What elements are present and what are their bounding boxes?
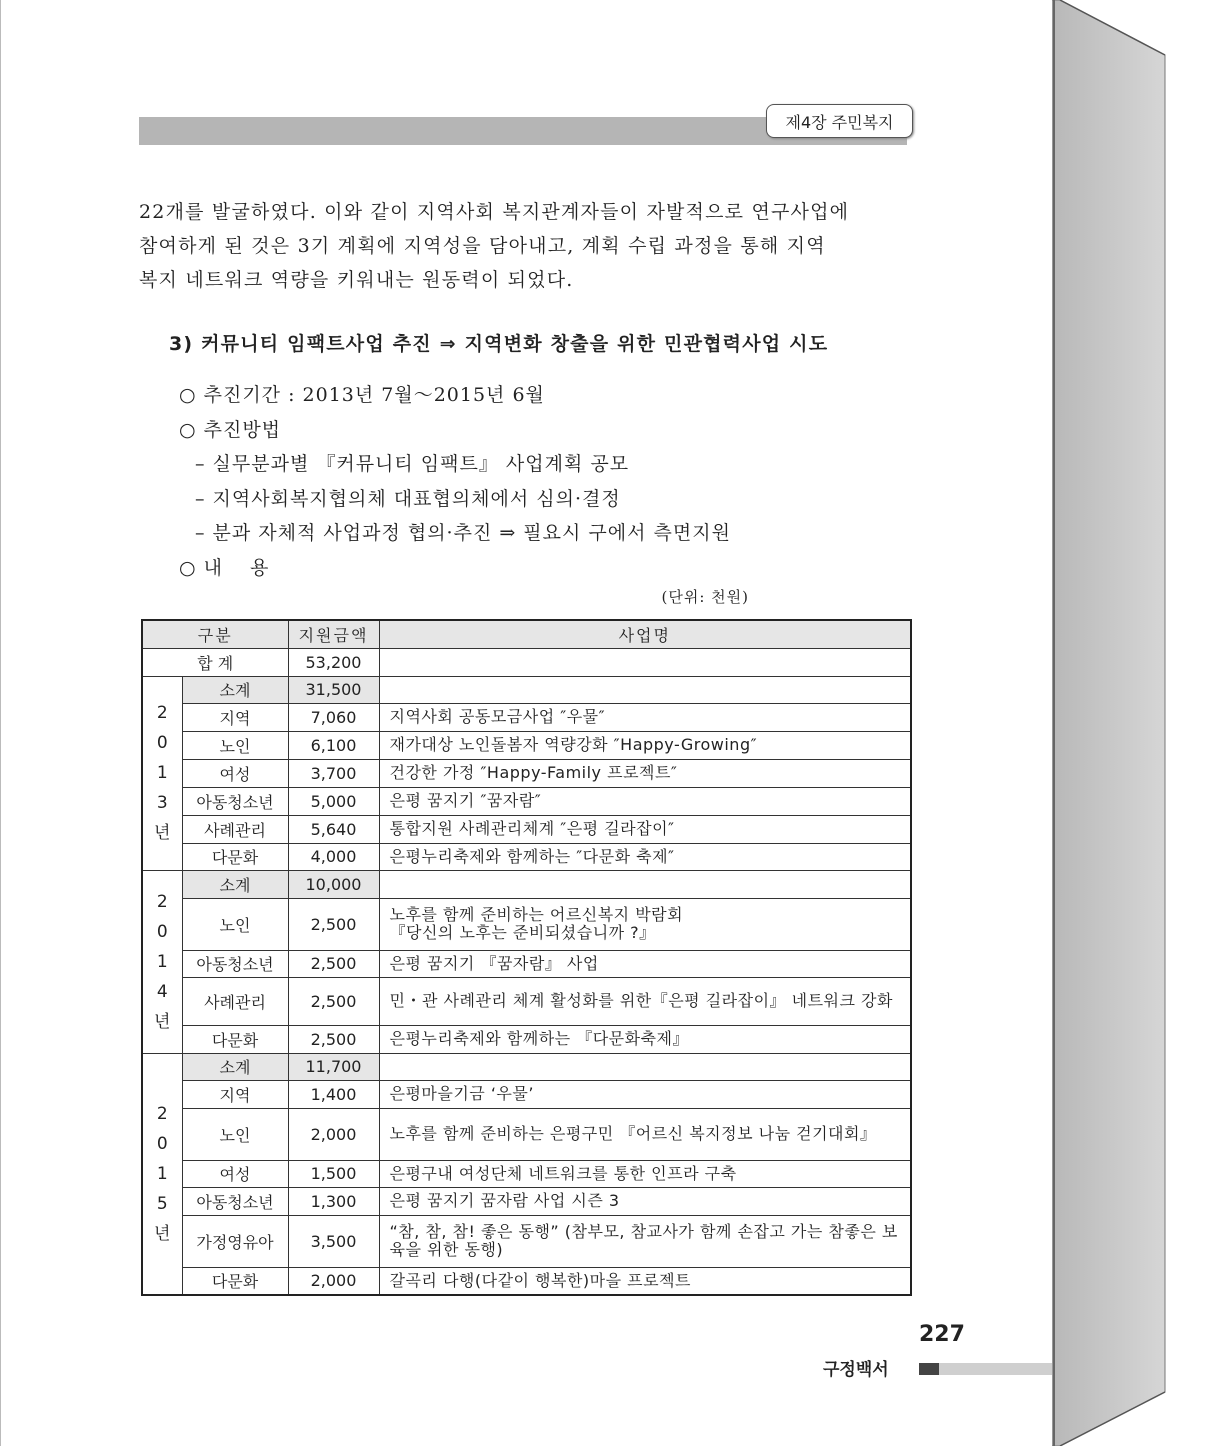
project-name-cell: 은평마을기금 ‘우물’	[379, 1080, 911, 1108]
page-number: 227	[919, 1322, 965, 1347]
footer-bar	[919, 1363, 1053, 1375]
amount-cell: 7,060	[288, 703, 379, 731]
list-item: – 지역사회복지협의체 대표협의체에서 심의·결정	[195, 487, 621, 510]
amount-cell: 3,500	[288, 1215, 379, 1267]
amount-cell: 2,000	[288, 1267, 379, 1295]
table-row	[142, 950, 911, 977]
project-name-cell	[379, 676, 911, 703]
category-cell: 소계	[182, 1053, 288, 1080]
list-item: ○ 추진방법	[179, 418, 282, 441]
amount-cell: 1,500	[288, 1160, 379, 1187]
amount-cell: 1,300	[288, 1187, 379, 1215]
total-amount: 53,200	[288, 648, 379, 676]
project-name-cell: 노후를 함께 준비하는 어르신복지 박람회 『당신의 노후는 준비되셨습니까 ?』	[379, 898, 911, 950]
year-char: 년	[154, 823, 171, 843]
category-cell: 지역	[182, 703, 288, 731]
year-char: 1	[156, 1163, 168, 1184]
table-row	[142, 843, 911, 870]
table-row	[142, 676, 911, 703]
project-name-cell: 지역사회 공동모금사업 ″우물″	[379, 703, 911, 731]
project-name-cell: 은평 꿈지기 꿈자람 사업 시즌 3	[379, 1187, 911, 1215]
year-cell	[142, 870, 182, 1053]
year-char: 2	[156, 891, 168, 912]
table-row	[142, 870, 911, 898]
paragraph-line: 참여하게 된 것은 3기 계획에 지역성을 담아내고, 계획 수립 과정을 통해 지역	[139, 235, 826, 257]
category-cell: 다문화	[182, 1267, 288, 1295]
table-row	[142, 815, 911, 843]
project-name-cell: 민・관 사례관리 체계 활성화를 위한『은평 길라잡이』 네트워크 강화	[379, 977, 911, 1025]
project-name-cell	[379, 870, 911, 898]
table-row	[142, 787, 911, 815]
page-stack-edge	[1052, 0, 1215, 1446]
year-char: 2	[156, 1103, 168, 1124]
category-cell: 소계	[182, 870, 288, 898]
category-cell: 사례관리	[182, 977, 288, 1025]
table-row	[142, 1080, 911, 1108]
project-name-cell: 통합지원 사례관리체계 ″은평 길라잡이″	[379, 815, 911, 843]
category-cell: 여성	[182, 759, 288, 787]
year-char: 0	[156, 733, 168, 753]
table-row	[142, 1053, 911, 1080]
year-char: 년	[154, 1011, 171, 1032]
project-name-cell: 은평누리축제와 함께하는 ″다문화 축제″	[379, 843, 911, 870]
project-name-cell: 은평구내 여성단체 네트워크를 통한 인프라 구축	[379, 1160, 911, 1187]
paragraph-line: 복지 네트워크 역량을 키워내는 원동력이 되었다.	[139, 269, 574, 291]
year-char: 5	[156, 1193, 168, 1214]
year-char: 1	[156, 951, 168, 972]
year-char: 2	[156, 703, 168, 723]
project-name-cell: 은평누리축제와 함께하는 『다문화축제』	[379, 1025, 911, 1053]
year-char: 1	[156, 763, 168, 783]
project-name-cell: 은평 꿈지기 『꿈자람』 사업	[379, 950, 911, 977]
table-row	[142, 1215, 911, 1267]
amount-cell: 2,500	[288, 898, 379, 950]
project-name-cell: 갈곡리 다행(다같이 행복한)마을 프로젝트	[379, 1267, 911, 1295]
bullet-list	[179, 378, 731, 585]
table-row	[142, 703, 911, 731]
amount-cell: 6,100	[288, 731, 379, 759]
table-row	[142, 1108, 911, 1160]
year-char: 0	[156, 1133, 168, 1154]
category-cell: 지역	[182, 1080, 288, 1108]
table-row	[142, 759, 911, 787]
amount-cell: 11,700	[288, 1053, 379, 1080]
year-char: 3	[156, 793, 168, 813]
category-cell: 사례관리	[182, 815, 288, 843]
table-row	[142, 977, 911, 1025]
unit-note: (단위: 천원)	[661, 588, 749, 606]
category-cell: 아동청소년	[182, 1187, 288, 1215]
category-cell: 노인	[182, 731, 288, 759]
category-cell: 가정영유아	[182, 1215, 288, 1267]
category-cell: 여성	[182, 1160, 288, 1187]
table-row	[142, 1267, 911, 1295]
category-cell: 노인	[182, 1108, 288, 1160]
year-cell	[142, 676, 182, 870]
table-row	[142, 731, 911, 759]
funding-table	[141, 619, 912, 1296]
project-name-cell: 은평 꿈지기 ″꿈자람″	[379, 787, 911, 815]
table-row	[142, 1160, 911, 1187]
amount-cell: 1,400	[288, 1080, 379, 1108]
amount-cell: 4,000	[288, 843, 379, 870]
section-title: 3) 커뮤니티 임팩트사업 추진 ⇒ 지역변화 창출을 위한 민관협력사업 시도	[169, 333, 829, 355]
amount-cell: 2,500	[288, 950, 379, 977]
list-item: – 실무분과별 『커뮤니티 임팩트』 사업계획 공모	[195, 453, 630, 475]
project-name-cell: 노후를 함께 준비하는 은평구민 『어르신 복지정보 나눔 걷기대회』	[379, 1108, 911, 1160]
category-cell: 다문화	[182, 1025, 288, 1053]
total-name	[379, 648, 911, 676]
table-row	[142, 1187, 911, 1215]
amount-cell: 31,500	[288, 676, 379, 703]
body-paragraph	[139, 195, 913, 297]
year-char: 4	[156, 981, 168, 1002]
amount-cell: 5,000	[288, 787, 379, 815]
paragraph-line: 22개를 발굴하였다. 이와 같이 지역사회 복지관계자들이 자발적으로 연구사업에	[139, 201, 850, 223]
category-cell: 아동청소년	[182, 950, 288, 977]
project-name-cell: 건강한 가정 ″Happy-Family 프로젝트″	[379, 759, 911, 787]
header-amount: 지원금액	[288, 620, 379, 648]
category-cell: 다문화	[182, 843, 288, 870]
table-row	[142, 1025, 911, 1053]
category-cell: 노인	[182, 898, 288, 950]
year-char: 0	[156, 921, 168, 942]
year-cell	[142, 1053, 182, 1295]
list-item: ○ 내 용	[179, 556, 270, 579]
project-name-cell	[379, 1053, 911, 1080]
table-row	[142, 898, 911, 950]
book-title: 구정백서	[823, 1360, 889, 1380]
amount-cell: 2,000	[288, 1108, 379, 1160]
chapter-label: 제4장 주민복지	[766, 104, 913, 138]
header-name: 사업명	[379, 620, 911, 648]
list-item: – 분과 자체적 사업과정 협의·추진 ⇒ 필요시 구에서 측면지원	[195, 522, 731, 544]
project-name-cell: 재가대상 노인돌봄자 역량강화 ″Happy-Growing″	[379, 731, 911, 759]
list-item: ○ 추진기간 : 2013년 7월～2015년 6월	[179, 384, 545, 406]
amount-cell: 10,000	[288, 870, 379, 898]
footer-bar-marker	[919, 1363, 939, 1375]
project-name-cell: “참, 참, 참! 좋은 동행” (참부모, 참교사가 함께 손잡고 가는 참좋은 보육을 위한 동행)	[379, 1215, 911, 1267]
amount-cell: 2,500	[288, 977, 379, 1025]
amount-cell: 2,500	[288, 1025, 379, 1053]
year-char: 년	[154, 1223, 171, 1244]
category-cell: 소계	[182, 676, 288, 703]
total-label: 합 계	[142, 648, 288, 676]
category-cell: 아동청소년	[182, 787, 288, 815]
amount-cell: 5,640	[288, 815, 379, 843]
amount-cell: 3,700	[288, 759, 379, 787]
header-category: 구분	[142, 620, 288, 648]
